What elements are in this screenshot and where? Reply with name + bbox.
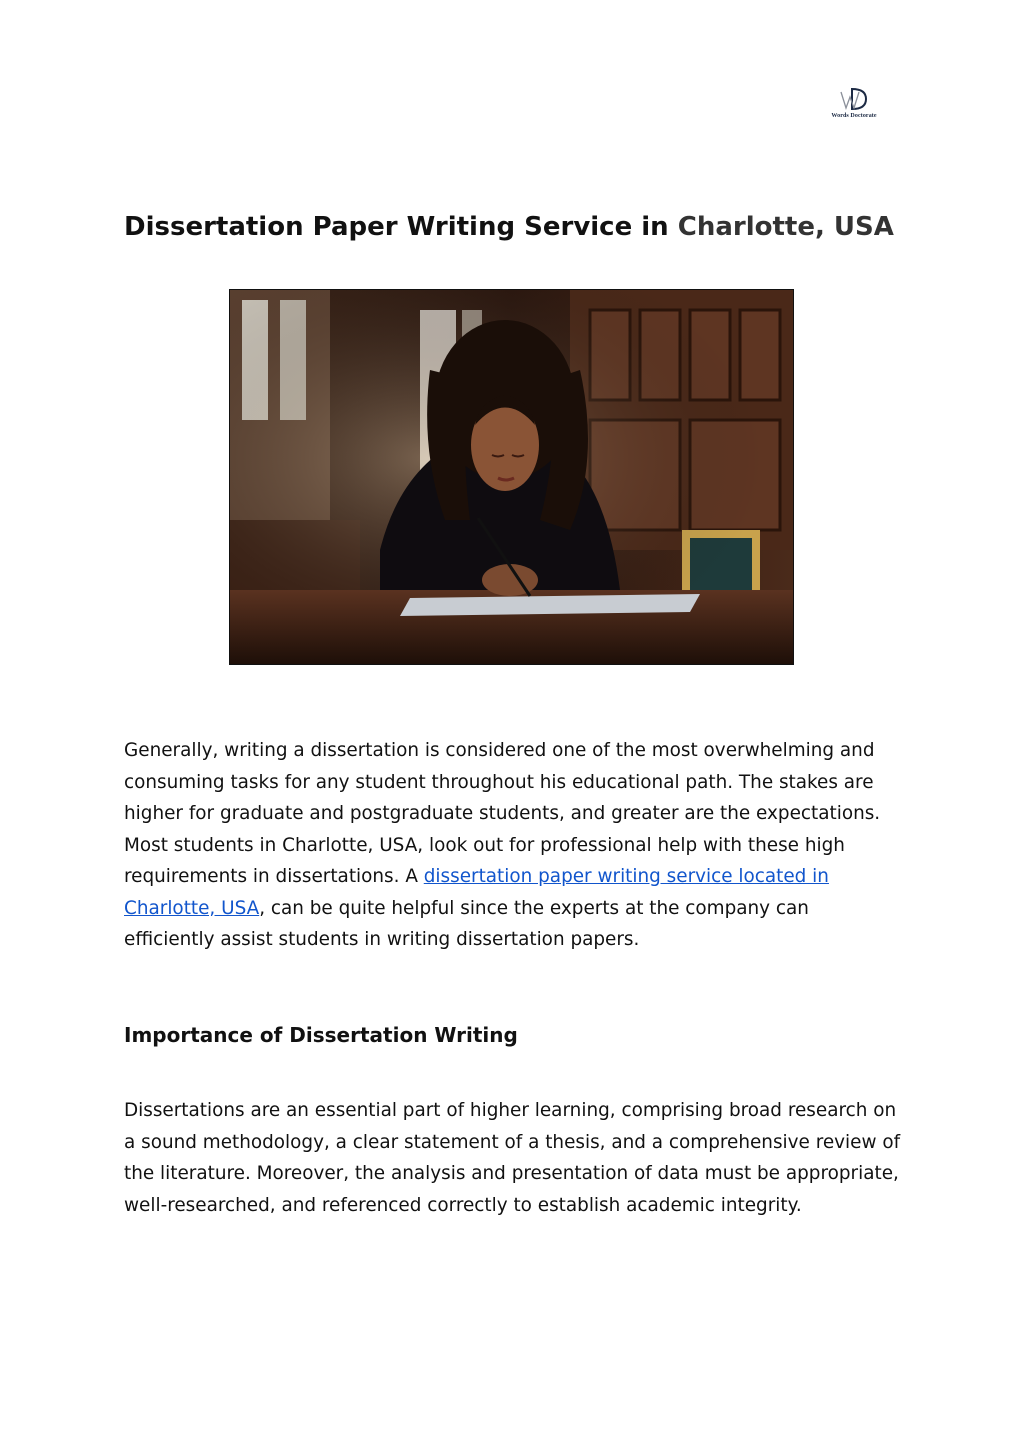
brand-name: Words Doctorate (831, 113, 877, 119)
section-paragraph: Dissertations are an essential part of higher learning, comprising broad research on a sound methodology, a clear statement of a thesis, and a comprehensive review of the literature. Moreover, the analysis and presentation of data must be appropriate, well-researched, and referenced correctly to establish academic integrity. (124, 1100, 901, 1216)
brand-logo[interactable] (822, 86, 886, 126)
intro-text-before-link: Generally, writing a dissertation is considered one of the most overwhelming and consuming tasks for any student throughout his educational path. The stakes are higher for graduate and postgraduate students, and greater are the expectations. Most students in Charlotte, USA, look out for professional help with these high requirements in dissertations. A (124, 740, 881, 887)
page-title (124, 208, 894, 246)
hero-image (229, 289, 794, 665)
service-link[interactable]: dissertation paper writing service located in Charlotte, USA (124, 866, 829, 919)
intro-paragraph (124, 735, 904, 956)
intro-text-after-link: , can be quite helpful since the experts at the company can efficiently assist students in writing dissertation papers. (124, 897, 809, 950)
title-main: Dissertation Paper Writing Service in (124, 212, 678, 242)
section-heading: Importance of Dissertation Writing (124, 1023, 518, 1047)
title-place: Charlotte, USA (677, 212, 894, 242)
wd-monogram-icon (840, 86, 868, 112)
student-writing-illustration (230, 290, 793, 664)
